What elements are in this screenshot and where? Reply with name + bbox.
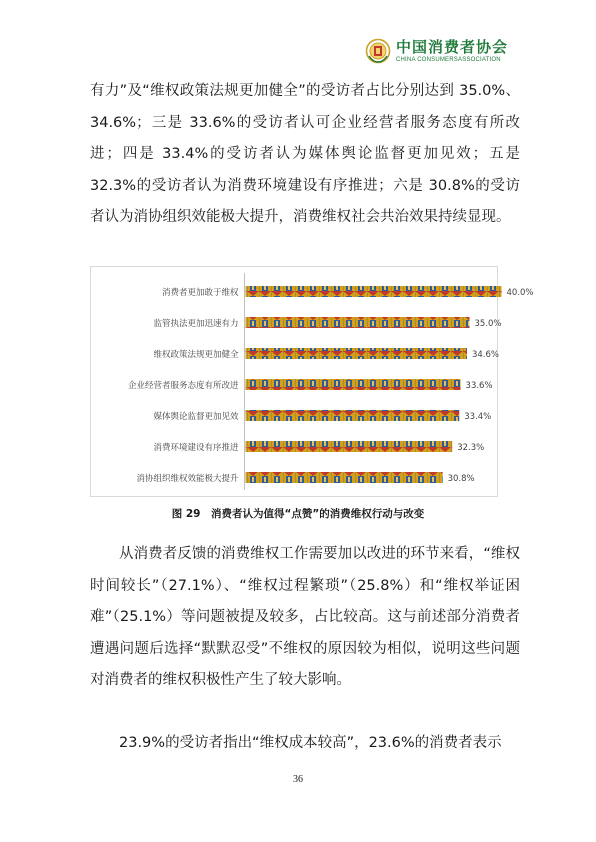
association-emblem-icon	[365, 38, 391, 64]
logo-chinese-name: 中国消费者协会	[395, 37, 508, 56]
paragraph-3: 23.9%的受访者指出“维权成本较高”，23.6%的消费者表示	[119, 735, 502, 751]
page-number: 36	[293, 774, 303, 785]
bar	[246, 441, 453, 452]
data-label: 34.6%	[471, 350, 499, 360]
data-label: 35.0%	[474, 319, 502, 329]
data-label: 32.3%	[457, 443, 485, 453]
data-label: 40.0%	[506, 288, 534, 298]
category-label: 消费环境建设有序推进	[153, 443, 239, 453]
category-label: 消费者更加敢于维权	[161, 288, 239, 298]
bar	[246, 410, 460, 421]
figure-caption: 图 29 消费者认为值得“点赞”的消费维权行动与改变	[171, 508, 425, 520]
paragraph-1: 有力”及“维权政策法规更加健全”的受访者占比分别达到 35.0%、34.6%；三是 33.6%的受访者认可企业经营者服务态度有所改进；四是 33.4%的受访者认为媒体舆论监督更加见效；五是 32.3%的受访者认为消费环境建设有序推进；六是 30.8%的受访者认为消协组织效能极大提升，消费维权社会共治效果持续显现。	[90, 83, 520, 225]
category-label: 企业经营者服务态度有所改进	[127, 381, 239, 391]
paragraph-2: 从消费者反馈的消费维权工作需要加以改进的环节来看，“维权时间较长”（27.1%）、“维权过程繁琐”（25.8%）和“维权举证困难”（25.1%）等问题被提及较多，占比较高。这与前述部分消费者遭遇问题后选择“默默忍受”不维权的原因较为相似，说明这些问题对消费者的维权积极性产生了较大影响。	[90, 546, 520, 688]
bar	[246, 379, 461, 390]
category-label: 消协组织维权效能极大提升	[136, 474, 239, 484]
logo-english-name: CHINA CONSUMERSASSOCIATION	[395, 56, 501, 63]
data-label: 33.6%	[465, 381, 493, 391]
category-label: 媒体舆论监督更加见效	[153, 412, 239, 422]
category-label: 监管执法更加迅速有力	[153, 319, 239, 329]
data-label: 33.4%	[464, 412, 492, 422]
header-logo	[365, 38, 508, 64]
bar-chart-svg	[91, 267, 534, 496]
bar	[246, 472, 443, 483]
bar	[246, 317, 470, 328]
bar	[246, 348, 467, 359]
category-label: 维权政策法规更加健全	[153, 350, 239, 360]
data-label: 30.8%	[447, 474, 475, 484]
bar	[246, 286, 502, 297]
bar-chart	[90, 266, 534, 497]
